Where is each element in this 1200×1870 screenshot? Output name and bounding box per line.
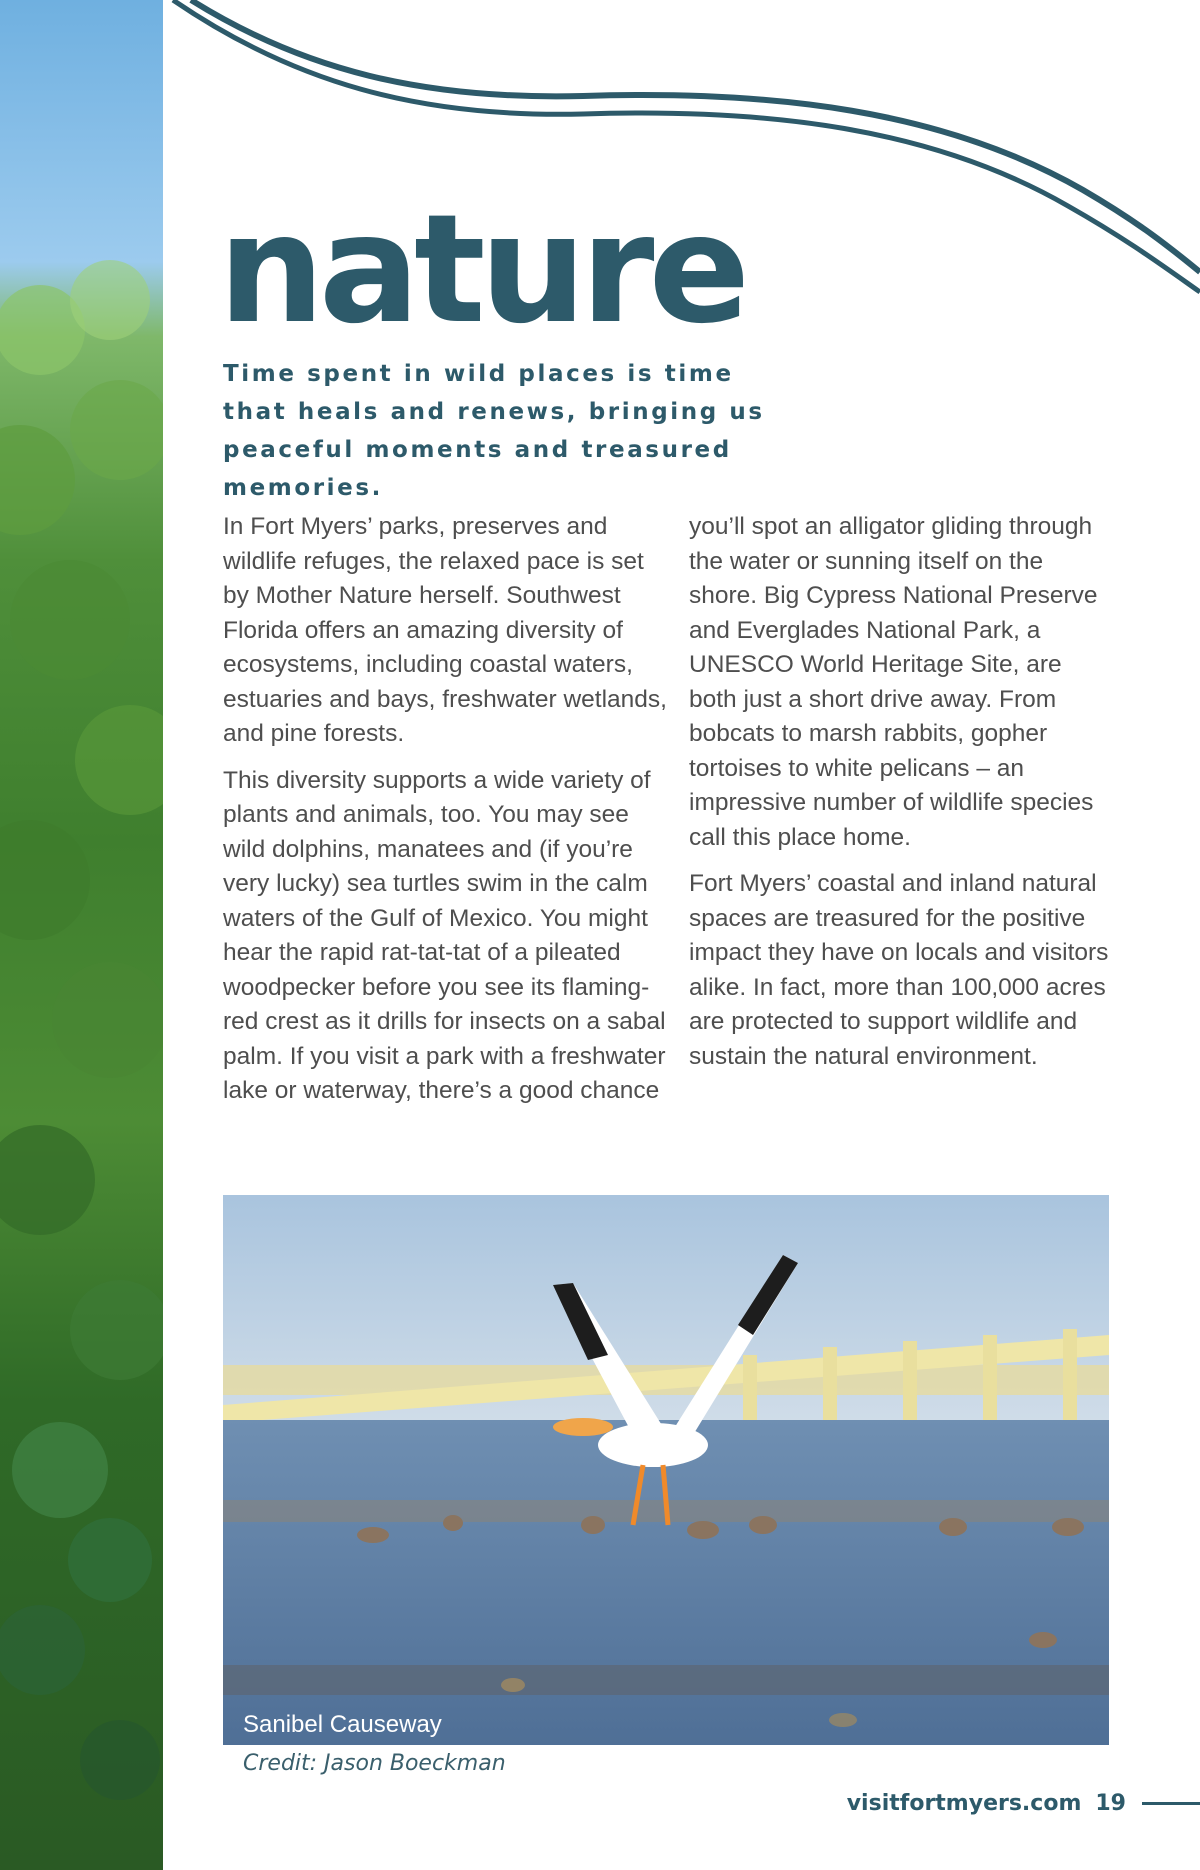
body-paragraph: In Fort Myers’ parks, preserves and wildlife refuges, the relaxed pace is set by Mother Nature herself. Southwest Florida offers an amazing diversity of ecosystems, including coastal waters, estuaries and bays, freshwater wetlands, and pine forests. xyxy=(223,513,667,747)
body-column-right xyxy=(689,510,1109,1086)
body-column-left xyxy=(223,510,669,1121)
body-paragraph: This diversity supports a wide variety of plants and animals, too. You may see wild dolphins, manatees and (if you’re very lucky) sea turtles swim in the calm waters of the Gulf of Mexico. You might hear the rapid rat-tat-tat of a pileated woodpecker before you see its flaming-red crest as it drills for insects on a sabal palm. If you visit a park with a freshwater lake or waterway, there’s a good chance xyxy=(223,766,666,1104)
body-paragraph: Fort Myers’ coastal and inland natural spaces are treasured for the positive impact they have on locals and visitors alike. In fact, more than 100,000 acres are protected to support wildlife and sustain the natural environment. xyxy=(689,870,1109,1070)
section-subtitle: Time spent in wild places is time that heals and renews, bringing us peaceful moments and treasured memories. xyxy=(223,361,765,501)
page-footer xyxy=(847,1788,1200,1818)
page-number: 19 xyxy=(1095,1790,1126,1816)
pelican-photo xyxy=(223,1195,1109,1745)
side-foliage-photo xyxy=(0,0,163,1870)
section-title: nature xyxy=(218,183,745,357)
body-paragraph: you’ll spot an alligator gliding through the water or sunning itself on the shore. Big Cypress National Preserve and Everglades National Park, a UNESCO World Heritage Site, are both just a short drive away. From bobcats to marsh rabbits, gopher tortoises to white pelicans – an impressive number of wildlife species call this place home. xyxy=(689,513,1098,851)
pelican-scene-illustration xyxy=(223,1195,1109,1745)
foliage-illustration xyxy=(0,0,163,1870)
photo-credit: Credit: Jason Boeckman xyxy=(243,1751,506,1776)
footer-rule xyxy=(1142,1802,1200,1805)
footer-website: visitfortmyers.com xyxy=(846,1790,1082,1816)
photo-caption: Sanibel Causeway xyxy=(243,1711,442,1738)
